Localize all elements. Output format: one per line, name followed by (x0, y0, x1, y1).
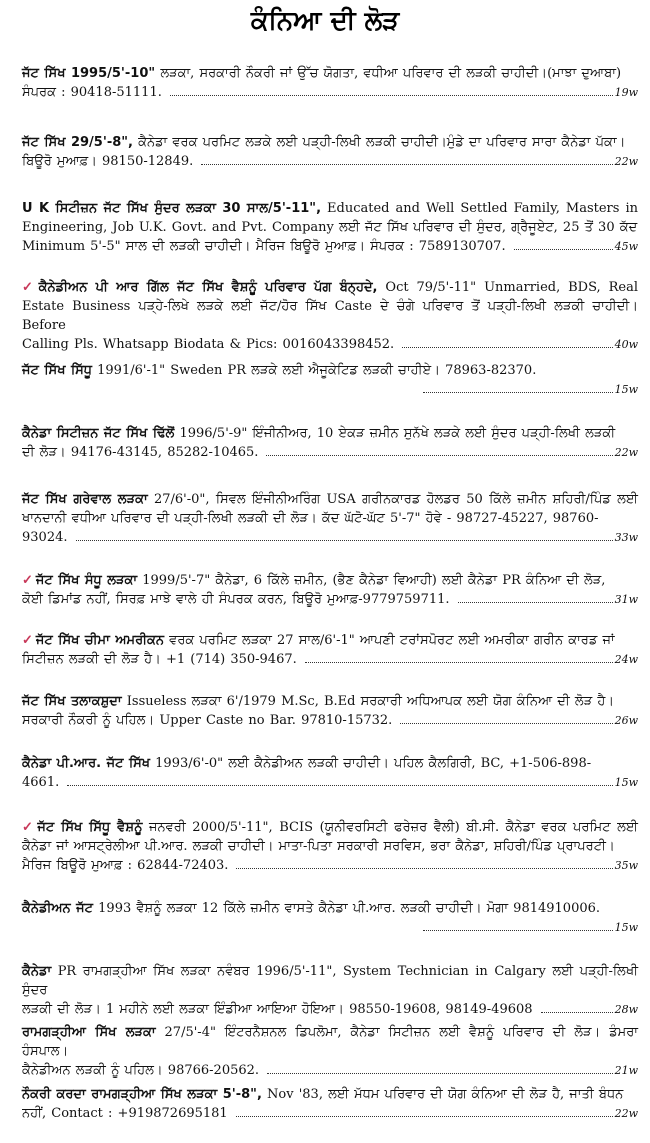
ad-code: 35w (614, 859, 638, 872)
ad-text: 27/5'-4" ਇੰਟਰਨੈਸ਼ਨਲ ਡਿਪਲੋਮਾ, ਕੈਨੇਡਾ ਸਿਟੀਜ਼ਨ ਲਈ ਵੈਸ਼ਨੂੰ ਪਰਿਵਾਰ ਦੀ ਲੋੜ। ਡੰਮਰਾ ਹੰਸਪਾਲ। (22, 1025, 638, 1059)
ad-text: ਲੜਕਾ, ਸਰਕਾਰੀ ਨੌਕਰੀ ਜਾਂ ਉੱਚ ਯੋਗਤਾ, ਵਧੀਆ ਪਰਿਵਾਰ ਦੀ ਲੜਕੀ ਚਾਹੀਦੀ।(ਮਾਝਾ ਦੁਆਬਾ) (155, 66, 622, 81)
ad-last-line: ਲੜਕੀ ਦੀ ਲੋੜ। 1 ਮਹੀਨੇ ਲਈ ਲੜਕਾ ਇੰਡੀਆ ਆਇਆ ਹੋਇਆ। 98550-19608, 98149-49608 (22, 1002, 533, 1017)
ad-text: Issueless ਲੜਕਾ 6'/1979 M.Sc, B.Ed ਸਰਕਾਰੀ ਅਧਿਆਪਕ ਲਈ ਯੋਗ ਕੰਨਿਆ ਦੀ ਲੋੜ ਹੈ। (121, 694, 615, 709)
ad-heading: ਜੱਟ ਸਿੱਖ ਤਲਾਕਸ਼ੁਦਾ (22, 694, 122, 709)
ad-heading: ਕੈਨੇਡਾ (22, 964, 52, 979)
ad-last-line: ਕੋਈ ਡਿਮਾਂਡ ਨਹੀਂ, ਸਿਰਫ਼ ਮਾਝੇ ਵਾਲੇ ਹੀ ਸੰਪਰਕ ਕਰਨ, ਬਿਊਰੋ ਮੁਆਫ਼-9779759711. (22, 592, 450, 607)
dot-leader (170, 95, 613, 96)
ad-code: 40w (614, 338, 638, 351)
ad-last-line: ਸੰਪਰਕ : 90418-51111. (22, 85, 162, 100)
ad-code: 22w (614, 446, 638, 459)
ad-code: 15w (614, 383, 638, 396)
ad-heading: ਰਾਮਗੜ੍ਹੀਆ ਸਿੱਖ ਲੜਕਾ (22, 1025, 156, 1040)
ad-2 (22, 133, 638, 171)
ad-8 (22, 571, 638, 609)
checkmark-icon: ✓ (22, 820, 35, 835)
ad-heading: ਜੱਟ ਸਿੱਖ ਸਿੱਧੂ (22, 363, 92, 378)
checkmark-icon: ✓ (22, 573, 33, 588)
ad-text: Oct 79/5'-11" Unmarried, BDS, Real Estate Business ਪੜ੍ਹੇ-ਲਿਖੇ ਲੜਕੇ ਲਈ ਜੱਟ/ਹੋਰ ਸਿੱਖ Caste ਦੇ ਚੰਗੇ ਪਰਿਵਾਰ ਤੋਂ ਪੜ੍ਹੀ-ਲਿਖੀ ਲੜਕੀ ਚਾਹੀਦੀ। Before (22, 280, 638, 333)
dot-leader (236, 1116, 613, 1117)
ad-heading: ਜੱਟ ਸਿੱਖ ਚੀਮਾ ਅਮਰੀਕਨ (35, 633, 165, 648)
ad-13 (22, 899, 638, 937)
ad-text: Nov '83, ਲਈ ਮੱਧਮ ਪਰਿਵਾਰ ਦੀ ਯੋਗ ਕੰਨਿਆ ਦੀ ਲੋੜ ਹੈ, ਜਾਤੀ ਬੰਧਨ (261, 1087, 624, 1102)
ad-3 (22, 199, 638, 256)
dot-leader (305, 662, 613, 663)
dot-leader (541, 1012, 613, 1013)
dot-leader (400, 723, 612, 724)
checkmark-icon: ✓ (22, 280, 36, 295)
ad-code: 22w (614, 155, 638, 168)
dot-leader (76, 540, 613, 541)
ad-12 (22, 818, 638, 875)
ad-text: ਕੈਨੇਡਾ ਵਰਕ ਪਰਮਿਟ ਲੜਕੇ ਲਈ ਪੜ੍ਹੀ-ਲਿਖੀ ਲੜਕੀ ਚਾਹੀਦੀ।ਮੁੰਡੇ ਦਾ ਪਰਿਵਾਰ ਸਾਰਾ ਕੈਨੇਡਾ ਪੱਕਾ। (132, 135, 626, 150)
ad-heading: ਜੱਟ ਸਿੱਖ ਸੰਧੂ ਲੜਕਾ (35, 573, 138, 588)
ad-7 (22, 490, 638, 547)
ad-9 (22, 631, 638, 669)
ad-code: 28w (614, 1003, 638, 1016)
ad-14 (22, 962, 638, 1019)
ad-6 (22, 424, 638, 462)
dot-leader (236, 868, 612, 869)
ad-heading: ਕੈਨੇਡਾ ਸਿਟੀਜ਼ਨ ਜੱਟ ਸਿੱਖ ਢਿੱਲੋਂ (22, 426, 175, 441)
ad-text: 1993 ਵੈਸ਼ਨੂੰ ਲੜਕਾ 12 ਕਿੱਲੇ ਜ਼ਮੀਨ ਵਾਸਤੇ ਕੈਨੇਡਾ ਪੀ.ਆਰ. ਲੜਕੀ ਚਾਹੀਦੀ। ਮੋਗਾ 9814910006. (93, 901, 601, 916)
dot-leader (458, 602, 613, 603)
ad-code: 24w (614, 653, 638, 666)
ad-last-line: Minimum 5'-5" ਸਾਲ ਦੀ ਲੜਕੀ ਚਾਹੀਦੀ। ਮੈਰਿਜ ਬਿਊਰੋ ਮੁਆਫ਼। ਸੰਪਰਕ : 7589130707. (22, 239, 506, 254)
ad-text: ਵਰਕ ਪਰਮਿਟ ਲੜਕਾ 27 ਸਾਲ/6'-1" ਆਪਣੀ ਟਰਾਂਸਪੋਰਟ ਲਈ ਅਮਰੀਕਾ ਗਰੀਨ ਕਾਰਡ ਜਾਂ (164, 633, 615, 648)
ad-text: 1996/5'-9" ਇੰਜੀਨੀਅਰ, 10 ਏਕੜ ਜ਼ਮੀਨ ਸੁਨੱਖੇ ਲੜਕੇ ਲਈ ਸੁੰਦਰ ਪੜ੍ਹੀ-ਲਿਖੀ ਲੜਕੀ (174, 426, 616, 441)
page-title: ਕੰਨਿਆ ਦੀ ਲੋੜ (250, 6, 400, 36)
ad-last-line: ਸਰਕਾਰੀ ਨੌਕਰੀ ਨੂੰ ਪਹਿਲ। Upper Caste no Bar. 97810-15732. (22, 713, 393, 728)
dot-leader (423, 930, 613, 931)
ad-last-line: ਕੈਨੇਡੀਅਨ ਲੜਕੀ ਨੂੰ ਪਹਿਲ। 98766-20562. (22, 1063, 260, 1078)
dot-leader (201, 164, 612, 165)
ad-code: 15w (614, 921, 638, 934)
ad-last-line: ਮੈਰਿਜ ਬਿਊਰੋ ਮੁਆਫ਼ : 62844-72403. (22, 858, 229, 873)
ad-heading: U K ਸਿਟੀਜ਼ਨ ਜੱਟ ਸਿੱਖ ਸੁੰਦਰ ਲੜਕਾ 30 ਸਾਲ/5'-11", (22, 201, 322, 216)
dot-leader (402, 347, 612, 348)
dot-leader (514, 249, 613, 250)
dot-leader (267, 1073, 613, 1074)
ad-code: 22w (614, 1107, 638, 1120)
ad-heading: ਜੱਟ ਸਿੱਖ ਗਰੇਵਾਲ ਲੜਕਾ (22, 492, 148, 507)
ad-text: 1993/6'-0" ਲਈ ਕੈਨੇਡੀਅਨ ਲੜਕੀ ਚਾਹੀਦੀ। ਪਹਿਲ ਕੈਲਗਿਰੀ, BC, +1-506-898- (150, 756, 592, 771)
ad-heading: ਕੈਨੇਡੀਅਨ ਜੱਟ (22, 901, 94, 916)
dot-leader (67, 785, 612, 786)
ad-text: 27/6'-0", ਸਿਵਲ ਇੰਜੀਨੀਅਰਿੰਗ USA ਗਰੀਨਕਾਰਡ ਹੋਲਡਰ 50 ਕਿੱਲੇ ਜ਼ਮੀਨ ਸ਼ਹਿਰੀ/ਪਿੰਡ ਲਈ ਖਾਨਦਾਨੀ ਵਧੀਆ ਪਰਿਵਾਰ ਦੀ ਪੜ੍ਹੀ-ਲਿਖੀ ਲੜਕੀ ਦੀ ਲੋੜ। ਕੱਦ ਘੱਟੋ-ਘੱਟ 5'-7" ਹੋਵੇ - 98727-45227, 98760- (22, 492, 638, 526)
ad-code: 26w (614, 714, 638, 727)
ad-heading: ਜੱਟ ਸਿੱਖ 29/5'-8", (22, 135, 133, 150)
ad-last-line: 93024. (22, 530, 68, 545)
ad-16 (22, 1085, 638, 1123)
ad-4 (22, 278, 638, 354)
ad-last-line: ਸਿਟੀਜ਼ਨ ਲੜਕੀ ਦੀ ਲੋੜ ਹੈ। +1 (714) 350-9467. (22, 652, 297, 667)
ad-text: 1991/6'-1" Sweden PR ਲੜਕੇ ਲਈ ਐਜੂਕੇਟਿਡ ਲੜਕੀ ਚਾਹੀਏ। 78963-82370. (92, 363, 537, 378)
dot-leader (423, 392, 613, 393)
ad-heading: ਕੈਨੇਡੀਅਨ ਪੀ ਆਰ ਗਿੱਲ ਜੱਟ ਸਿੱਖ ਵੈਸ਼ਨੂੰ ਪਰਿਵਾਰ ਪੱਗ ਬੰਨ੍ਹਦੇ, (38, 280, 378, 295)
ad-1 (22, 64, 638, 102)
ad-15 (22, 1023, 638, 1080)
ad-heading: ਨੌਕਰੀ ਕਰਦਾ ਰਾਮਗੜ੍ਹੀਆ ਸਿੱਖ ਲੜਕਾ 5'-8", (22, 1087, 262, 1102)
ad-last-line: ਦੀ ਲੋੜ। 94176-43145, 85282-10465. (22, 445, 259, 460)
ad-heading: ਜੱਟ ਸਿੱਖ ਸਿੱਧੂ ਵੈਸ਼ਨੂੰ (37, 820, 143, 835)
ad-code: 19w (614, 86, 638, 99)
ad-text: PR ਰਾਮਗੜ੍ਹੀਆ ਸਿੱਖ ਲੜਕਾ ਨਵੰਬਰ 1996/5'-11", System Technician in Calgary ਲਈ ਪੜ੍ਹੀ-ਲਿਖੀ ਸੁੰਦਰ (22, 964, 638, 998)
dot-leader (266, 455, 612, 456)
ad-code: 31w (614, 593, 638, 606)
ad-last-line: ਨਹੀਂ, Contact : +919872695181 (22, 1106, 228, 1121)
ad-last-line: ਬਿਊਰੋ ਮੁਆਫ਼। 98150-12849. (22, 154, 194, 169)
ad-text: ਜਨਵਰੀ 2000/5'-11", BCIS (ਯੂਨੀਵਰਸਿਟੀ ਫਰੇਜ਼ਰ ਵੈਲੀ) ਬੀ.ਸੀ. ਕੈਨੇਡਾ ਵਰਕ ਪਰਮਿਟ ਲਈ ਕੈਨੇਡਾ ਜਾਂ ਆਸਟ੍ਰੇਲੀਆ ਪੀ.ਆਰ. ਲੜਕੀ ਚਾਹੀਦੀ। ਮਾਤਾ-ਪਿਤਾ ਸਰਕਾਰੀ ਸਰਵਿਸ, ਭਰਾ ਕੈਨੇਡਾ, ਸ਼ਹਿਰੀ/ਪਿੰਡ ਪ੍ਰਾਪਰਟੀ। (22, 820, 638, 854)
ad-code: 45w (614, 240, 638, 253)
checkmark-icon: ✓ (22, 633, 33, 648)
ad-code: 15w (614, 776, 638, 789)
ad-code: 33w (614, 531, 638, 544)
ad-text: 1999/5'-7" ਕੈਨੇਡਾ, 6 ਕਿੱਲੇ ਜ਼ਮੀਨ, (ਭੈਣ ਕੈਨੇਡਾ ਵਿਆਹੀ) ਲਈ ਕੈਨੇਡਾ PR ਕੰਨਿਆ ਦੀ ਲੋੜ, (137, 573, 606, 588)
ad-heading: ਜੱਟ ਸਿੱਖ 1995/5'-10" (22, 66, 156, 81)
ad-11 (22, 754, 638, 792)
ad-code: 21w (614, 1064, 638, 1077)
ad-last-line: 4661. (22, 775, 60, 790)
ad-5 (22, 361, 638, 399)
ad-text: Educated and Well Settled Family, Masters in Engineering, Job U.K. Govt. and Pvt. Company ਲਈ ਜੱਟ ਸਿੱਖ ਪਰਿਵਾਰ ਦੀ ਸੁੰਦਰ, ਗ੍ਰੈਜੂਏਟ, 25 ਤੋਂ 30 ਕੱਦ (22, 201, 638, 235)
ad-10 (22, 692, 638, 730)
ad-heading: ਕੈਨੇਡਾ ਪੀ.ਆਰ. ਜੱਟ ਸਿੱਖ (22, 756, 151, 771)
ad-last-line: Calling Pls. Whatsapp Biodata & Pics: 0016043398452. (22, 337, 395, 352)
